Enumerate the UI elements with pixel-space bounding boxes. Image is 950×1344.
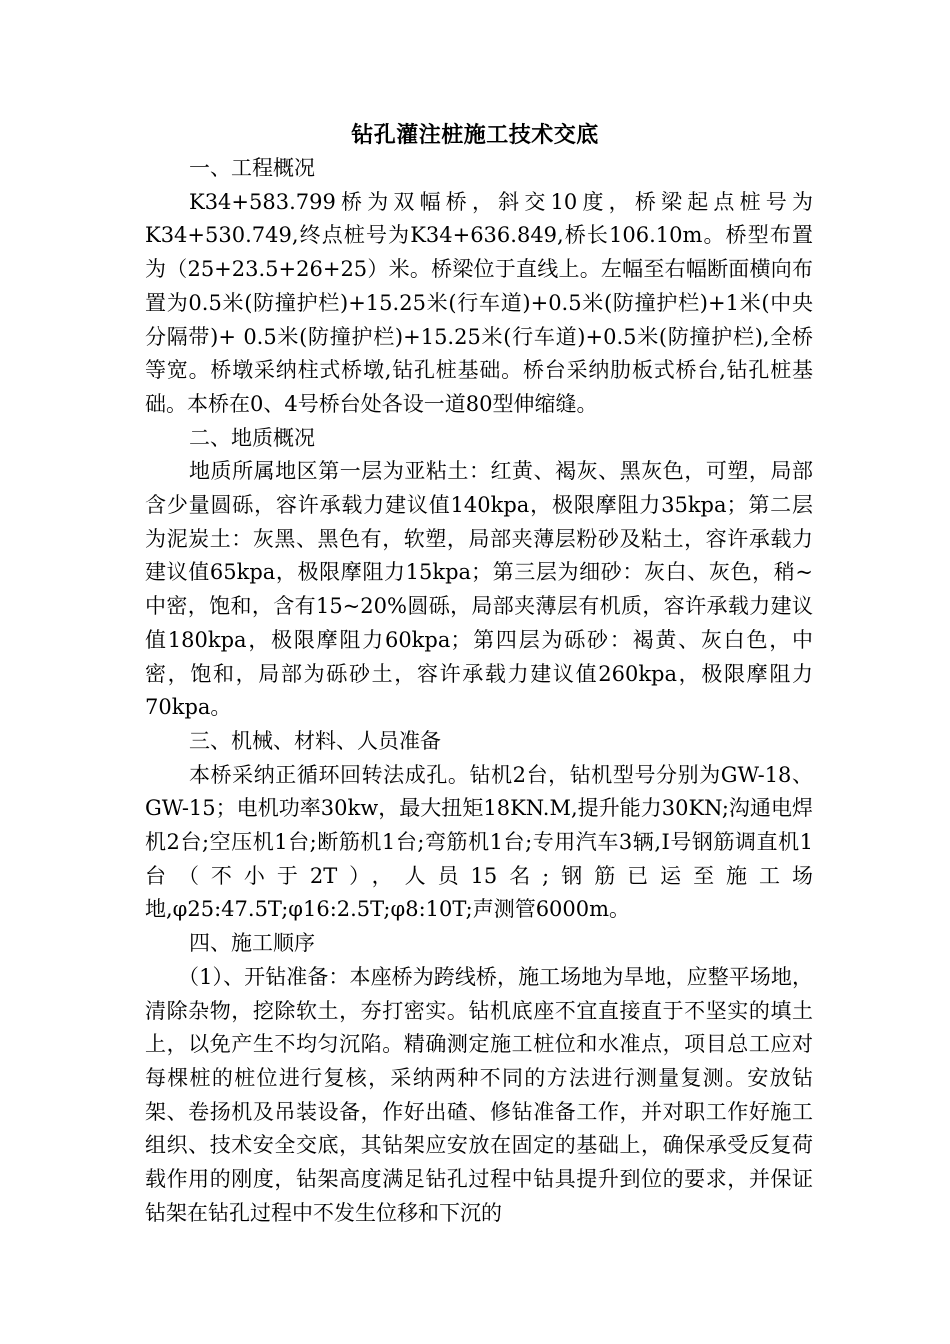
section-heading-resources: 三、机械、材料、人员准备: [189, 728, 441, 753]
section-paragraph-resources: 本桥采纳正循环回转法成孔。钻机2台，钻机型号分别为GW-18、GW-15；电机功率30kw，最大扭矩18KN.M,提升能力30KN;沟通电焊机2台;空压机1台;断筋机1台;弯筋机1台;专用汽车3辆,Ⅰ号钢筋调直机1台（不小于2T），人员15名;钢筋已运至施工场地,φ25:47.5T;φ16:2.5T;φ8:10T;声测管6000m。: [145, 762, 813, 922]
section-heading-project-overview: 一、工程概况: [189, 156, 315, 180]
section-paragraph-geology: 地质所属地区第一层为亚粘土：红黄、褐灰、黑灰色，可塑，局部含少量圆砾，容许承载力建议值140kpa，极限摩阻力35kpa；第二层为泥炭土：灰黑、黑色有，软塑，局部夹薄层粉砂及粘土，容许承载力建议值65kpa，极限摩阻力15kpa；第三层为细砂：灰白、灰色，稍~中密，饱和，含有15~20%圆砾，局部夹薄层有机质，容许承载力建议值180kpa，极限摩阻力60kpa；第四层为砾砂：褐黄、灰白色，中密，饱和，局部为砾砂土，容许承载力建议值260kpa，极限摩阻力70kpa。: [145, 459, 813, 720]
document-title: 钻孔灌注桩施工技术交底: [351, 122, 599, 148]
section-heading-construction-sequence: 四、施工顺序: [189, 931, 315, 956]
section-paragraph-drilling-preparation: （1）、开钻准备：本座桥为跨线桥，施工场地为旱地，应整平场地，清除杂物，挖除软土，夯打密实。钻机底座不宜直接直于不坚实的填土上，以免产生不均匀沉陷。精确测定施工桩位和水准点，项目总工应对每棵桩的桩位进行复核，采纳两种不同的方法进行测量复测。安放钻架、卷扬机及吊装设备，作好出碴、修钻准备工作，并对职工作好施工组织、技术安全交底，其钻架应安放在固定的基础上，确保承受反复荷载作用的刚度，钻架高度满足钻孔过程中钻具提升到位的要求，并保证钻架在钻孔过程中不发生位移和下沉的: [145, 964, 813, 1225]
section-paragraph-project-overview: K34+583.799桥为双幅桥，斜交10度，桥梁起点桩号为K34+530.749,终点桩号为K34+636.849,桥长106.10m。桥型布置为（25+23.5+26+25）米。桥梁位于直线上。左幅至右幅断面横向布置为0.5米(防撞护栏)+15.25米(行车道)+0.5米(防撞护栏)+1米(中央分隔带)+ 0.5米(防撞护栏)+15.25米(行车道)+0.5米(防撞护栏),全桥等宽。桥墩采纳柱式桥墩,钻孔桩基础。桥台采纳肋板式桥台,钻孔桩基础。本桥在0、4号桥台处各设一道80型伸缩缝。: [145, 189, 813, 416]
section-heading-geology: 二、地质概况: [189, 425, 315, 450]
document-body: [145, 152, 813, 1231]
